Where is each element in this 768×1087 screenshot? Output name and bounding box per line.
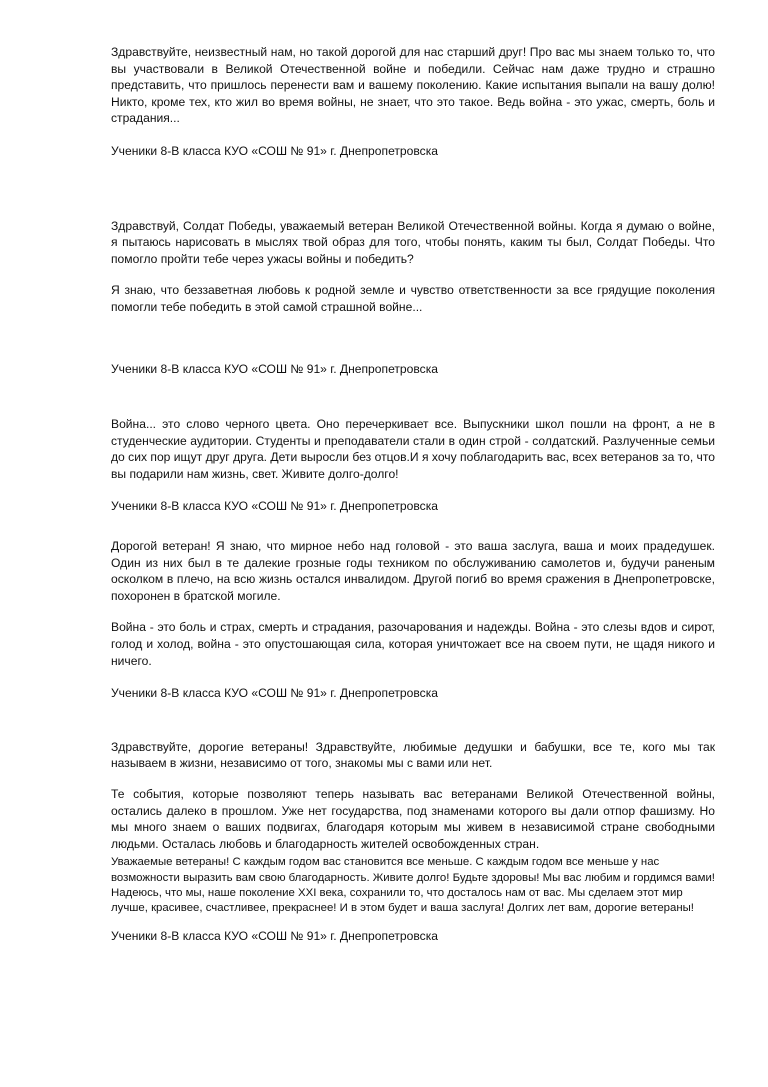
letter-3-signature: Ученики 8-В класса КУО «СОШ № 91» г. Днепропетровска [111, 498, 438, 513]
letter-1-signature: Ученики 8-В класса КУО «СОШ № 91» г. Днепропетровска [111, 143, 438, 158]
letter-5-signature: Ученики 8-В класса КУО «СОШ № 91» г. Днепропетровска [111, 929, 438, 944]
letter-4-signature: Ученики 8-В класса КУО «СОШ № 91» г. Днепропетровска [111, 686, 438, 701]
letter-2-paragraph-1: Здравствуй, Солдат Победы, уважаемый ветеран Великой Отечественной войны. Когда я думаю о войне, я пытаюсь нарисовать в мыслях твой образ для того, чтобы понять, каким ты был, Солдат Победы. Что помогло пройти тебе через ужасы войны и победить? [111, 218, 715, 266]
letter-2-paragraph-2: Я знаю, что беззаветная любовь к родной земле и чувство ответственности за все грядущие поколения помогли тебе победить в этой самой страшной войне... [111, 283, 715, 314]
letter-5-paragraph-3: Уважаемые ветераны! С каждым годом вас становится все меньше. С каждым годом все меньше у нас возможности выразить вам свою благодарность. Живите долго! Будьте здоровы! Мы вас любим и гордимся вами! Надеюсь, что мы, наше поколение XXI века, сохранили то, что досталось нам от вас. Мы сделаем этот мир лучше, красивее, счастливее, прекраснее! И в этом будет и ваша заслуга! Долгих лет вам, дорогие ветераны! [111, 856, 715, 915]
letter-4-paragraph-2: Война - это боль и страх, смерть и страдания, разочарования и надежды. Война - это слезы вдов и сирот, голод и холод, война - это опустошающая сила, которая уничтожает все на своем пути, не щадя никого и ничего. [111, 620, 715, 668]
letter-5-paragraph-1: Здравствуйте, дорогие ветераны! Здравствуйте, любимые дедушки и бабушки, все те, кого мы так называем в жизни, независимо от того, знакомы мы с вами или нет. [111, 739, 715, 771]
letter-5-paragraph-2: Те события, которые позволяют теперь называть вас ветеранами Великой Отечественной войны, остались далеко в прошлом. Уже нет государства, под знаменами которого вы дали отпор фашизму. Но мы много знаем о ваших подвигах, благодаря которым мы живем в независимой стране свободными людьми. Осталась любовь и благодарность жителей освобожденных стран. [111, 787, 715, 851]
letter-2-signature: Ученики 8-В класса КУО «СОШ № 91» г. Днепропетровска [111, 361, 438, 376]
letter-3-paragraph-1: Война... это слово черного цвета. Оно перечеркивает все. Выпускники школ пошли на фронт, а не в студенческие аудитории. Студенты и преподаватели стали в один строй - солдатский. Разлученные семьи до сих пор ищут друг друга. Дети выросли без отцов.И я хочу поблагодарить вас, всех ветеранов за то, что вы подарили нам жизнь, свет. Живите долго-долго! [111, 417, 715, 481]
letter-1-paragraph-1: Здравствуйте, неизвестный нам, но такой дорогой для нас старший друг! Про вас мы знаем только то, что вы участвовали в Великой Отечественной войне и победили. Сейчас нам даже трудно и страшно представить, что пришлось перенести вам и вашему поколению. Какие испытания выпали на вашу долю! Никто, кроме тех, кто жил во время войны, не знает, что это такое. Ведь война - это ужас, смерть, боль и страдания... [111, 45, 715, 126]
document-page [111, 44, 715, 945]
letter-4-paragraph-1: Дорогой ветеран! Я знаю, что мирное небо над головой - это ваша заслуга, ваша и моих прадедушек. Один из них был в те далекие грозные годы техником по обслуживанию самолетов и, будучи раненым осколком в плечо, на всю жизнь остался инвалидом. Другой погиб во время сражения в Днепропетровске, похоронен в братской могиле. [111, 539, 715, 603]
